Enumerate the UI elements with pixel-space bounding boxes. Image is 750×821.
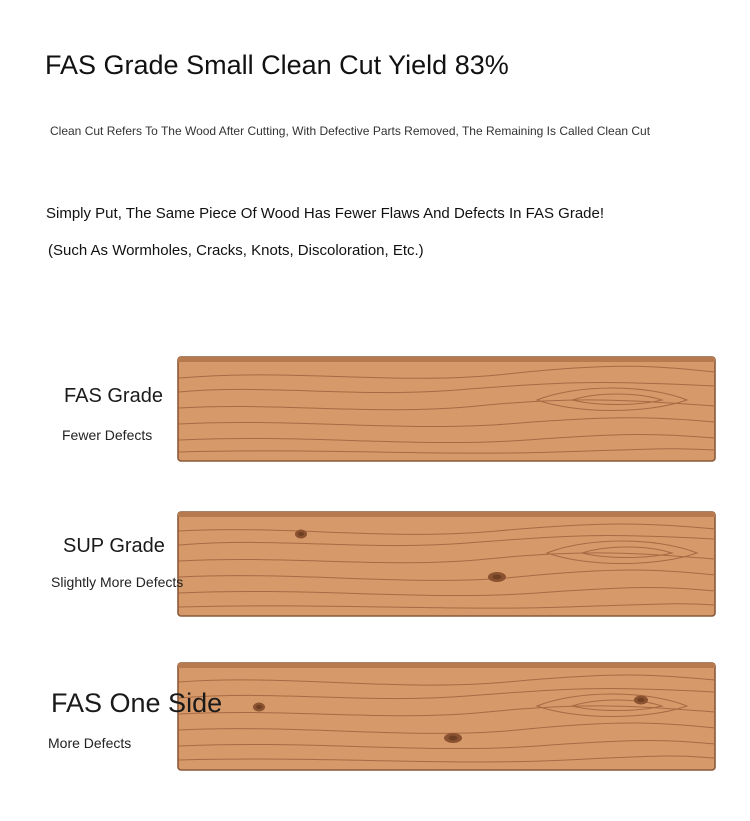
wood-plank-illustration <box>177 356 716 462</box>
wood-plank-sup-grade <box>177 511 716 617</box>
grade-description-fas-one-side: More Defects <box>48 735 132 751</box>
intro-examples: (Such As Wormholes, Cracks, Knots, Discoloration, Etc.) <box>48 242 424 259</box>
grade-name-fas-one-side: FAS One Side <box>51 688 223 718</box>
wood-plank-illustration <box>177 511 716 617</box>
wood-plank-fas-one-side <box>177 662 716 771</box>
page-title: FAS Grade Small Clean Cut Yield 83% <box>45 50 509 80</box>
grade-description-sup: Slightly More Defects <box>51 574 184 590</box>
grade-description-fas: Fewer Defects <box>62 427 153 443</box>
grade-name-fas: FAS Grade <box>64 385 163 407</box>
wood-plank-illustration <box>177 662 716 771</box>
grade-name-sup: SUP Grade <box>63 535 165 557</box>
intro-text: Simply Put, The Same Piece Of Wood Has Fewer Flaws And Defects In FAS Grade! <box>46 205 605 222</box>
page-subtitle: Clean Cut Refers To The Wood After Cutting, With Defective Parts Removed, The Remaining Is Called Clean Cut <box>50 124 651 138</box>
wood-plank-fas-grade <box>177 356 716 462</box>
